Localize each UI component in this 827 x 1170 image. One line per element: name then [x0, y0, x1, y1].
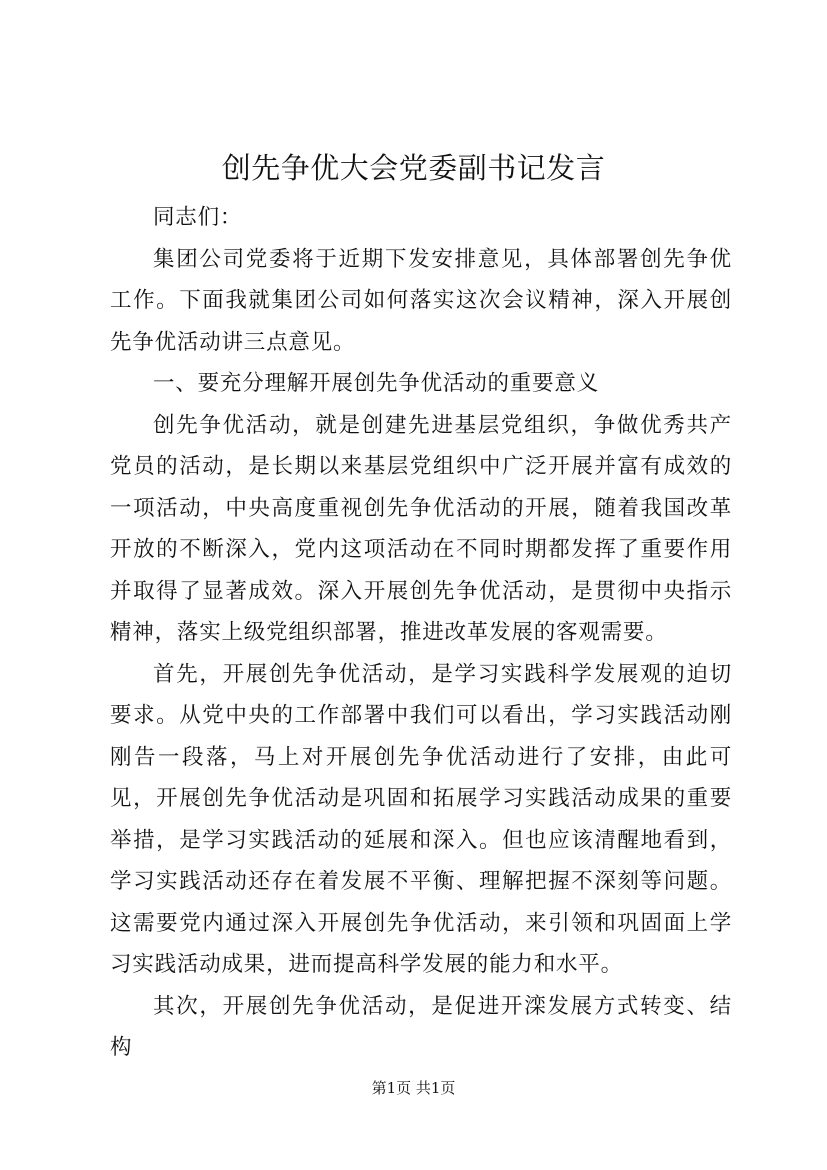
document-title: 创先争优大会党委副书记发言: [221, 151, 606, 185]
page-footer: 第1页 共1页: [371, 1079, 456, 1097]
intro-paragraph: 集团公司党委将于近期下发安排意见，具体部署创先争优工作。下面我就集团公司如何落实这次会议精神，深入开展创先争优活动讲三点意见。: [110, 246, 732, 355]
salutation-paragraph: 同志们：: [153, 205, 243, 230]
section-heading: 一、要充分理解开展创先争优活动的重要意义: [153, 371, 600, 396]
body-paragraph: 首先，开展创先争优活动，是学习实践科学发展观的迫切要求。从党中央的工作部署中我们可以看出，学习实践活动刚刚告一段落，马上对开展创先争优活动进行了安排，由此可见，开展创先争优活动是巩固和拓展学习实践活动成果的重要举措，是学习实践活动的延展和深入。但也应该清醒地看到，学习实践活动还存在着发展不平衡、理解把握不深刻等问题。这需要党内通过深入开展创先争优活动，来引领和巩固面上学习实践活动成果，进而提高科学发展的能力和水平。: [110, 661, 732, 977]
body-paragraph: 创先争优活动，就是创建先进基层党组织，争做优秀共产党员的活动，是长期以来基层党组织中广泛开展并富有成效的一项活动，中央高度重视创先争优活动的开展，随着我国改革开放的不断深入，党内这项活动在不同时期都发挥了重要作用并取得了显著成效。深入开展创先争优活动，是贯彻中央指示精神，落实上级党组织部署，推进改革发展的客观需要。: [110, 412, 732, 645]
document-body: [110, 197, 732, 1069]
body-paragraph: 其次，开展创先争优活动，是促进开滦发展方式转变、结构: [110, 993, 732, 1060]
